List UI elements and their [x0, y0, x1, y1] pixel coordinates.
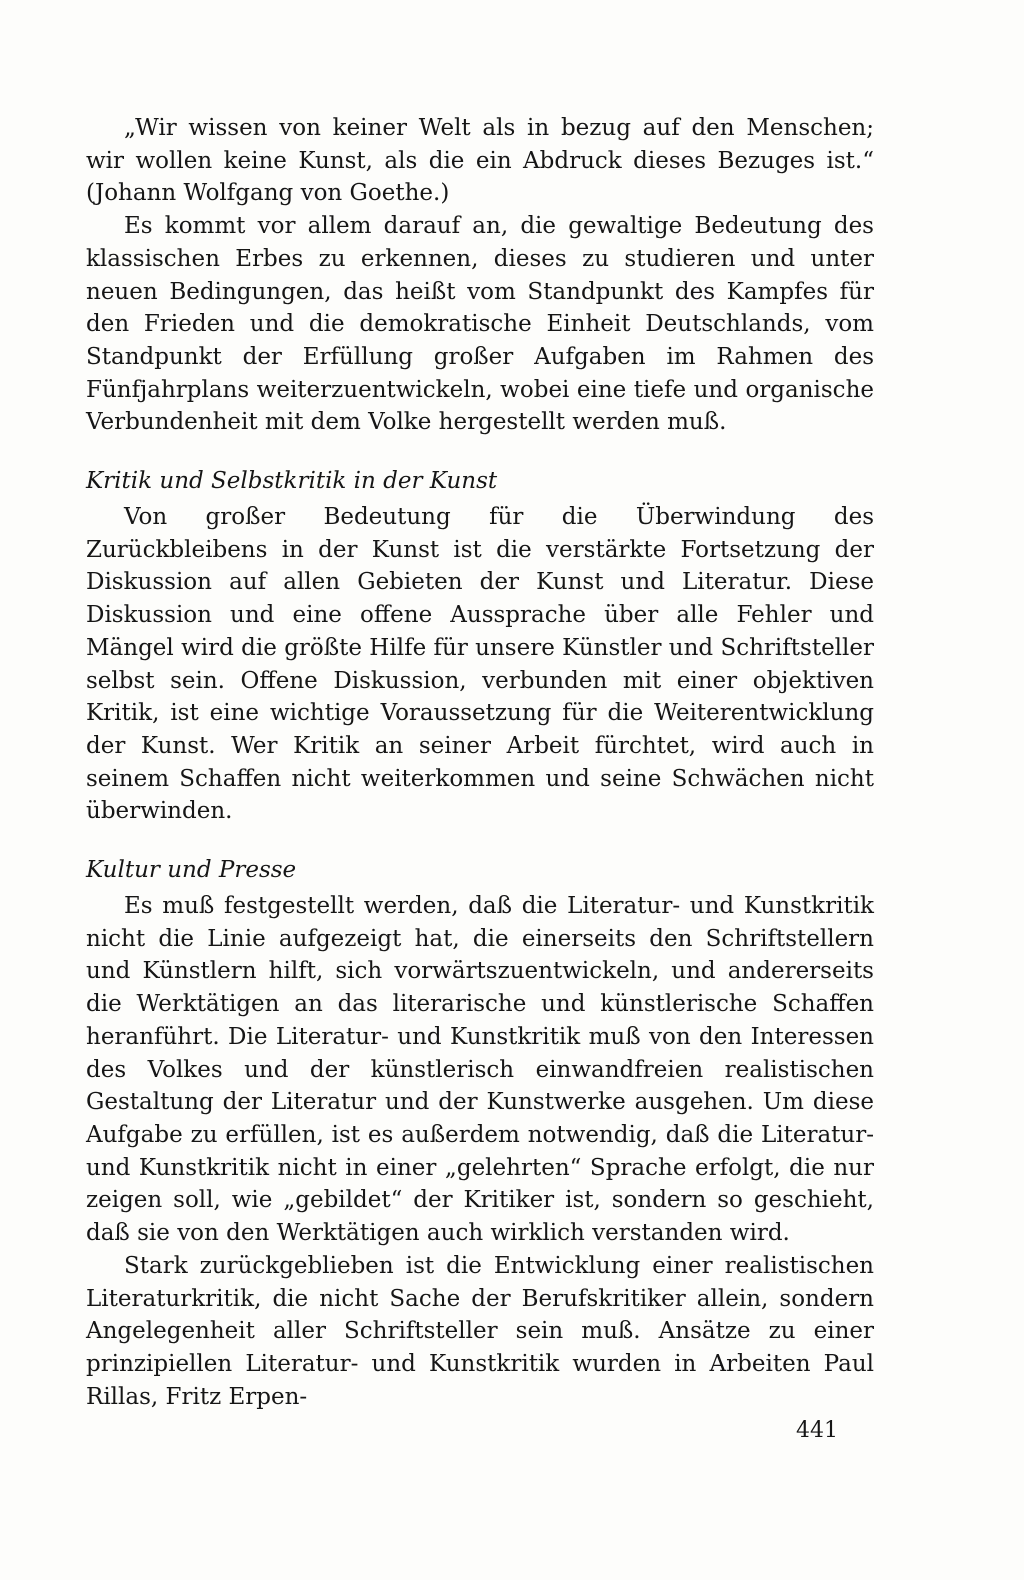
goethe-quote-paragraph: „Wir wissen von keiner Welt als in bezug auf den Menschen; wir wollen keine Kunst, als die ein Abdruck dieses Bezuges ist.“ (Johann Wolfgang von Goethe.) — [86, 115, 874, 207]
section-heading-presse: Kultur und Presse — [86, 857, 297, 884]
body-text — [86, 112, 874, 1413]
page-number: 441 — [796, 1418, 838, 1443]
presse-paragraph-2: Stark zurückgeblieben ist die Entwicklung einer realistischen Literaturkritik, die nicht Sache der Berufskritiker allein, sondern Angelegenheit aller Schriftsteller sein muß. Ansätze zu einer prinzipiellen Literatur- und Kunstkritik wurden in Arbeiten Paul Rillas, Fritz Erpen- — [86, 1252, 874, 1410]
section-heading-kritik: Kritik und Selbstkritik in der Kunst — [86, 468, 498, 495]
kritik-paragraph: Von großer Bedeutung für die Überwindung des Zurückbleibens in der Kunst ist die verstärkte Fortsetzung der Diskussion auf allen Gebieten der Kunst und Literatur. Diese Diskussion und eine offene Aussprache über alle Fehler und Mängel wird die größte Hilfe für unsere Künstler und Schriftsteller selbst sein. Offene Diskussion, verbunden mit einer objektiven Kritik, ist eine wichtige Voraussetzung für die Weiterentwicklung der Kunst. Wer Kritik an seiner Arbeit fürchtet, wird auch in seinem Schaffen nicht weiterkommen und seine Schwächen nicht überwinden. — [86, 504, 874, 825]
classical-heritage-paragraph: Es kommt vor allem darauf an, die gewaltige Bedeutung des klassischen Erbes zu erkennen, dieses zu studieren und unter neuen Bedingungen, das heißt vom Standpunkt des Kampfes für den Frieden und die demokratische Einheit Deutschlands, vom Standpunkt der Erfüllung großer Aufgaben im Rahmen des Fünfjahrplans weiterzuentwickeln, wobei eine tiefe und organische Verbundenheit mit dem Volke hergestellt werden muß. — [86, 213, 874, 436]
presse-paragraph-1: Es muß festgestellt werden, daß die Literatur- und Kunstkritik nicht die Linie aufgezeigt hat, die einerseits den Schriftstellern und Künstlern hilft, sich vorwärtszuentwickeln, und andererseits die Werktätigen an das literarische und künstlerische Schaffen heranführt. Die Literatur- und Kunstkritik muß von den Interessen des Volkes und der künstlerisch einwandfreien realistischen Gestaltung der Literatur und der Kunstwerke ausgehen. Um diese Aufgabe zu erfüllen, ist es außerdem notwendig, daß die Literatur- und Kunstkritik nicht in einer „gelehrten“ Sprache erfolgt, die nur zeigen soll, wie „gebildet“ der Kritiker ist, sondern so geschieht, daß sie von den Werktätigen auch wirklich verstanden wird. — [86, 893, 874, 1247]
